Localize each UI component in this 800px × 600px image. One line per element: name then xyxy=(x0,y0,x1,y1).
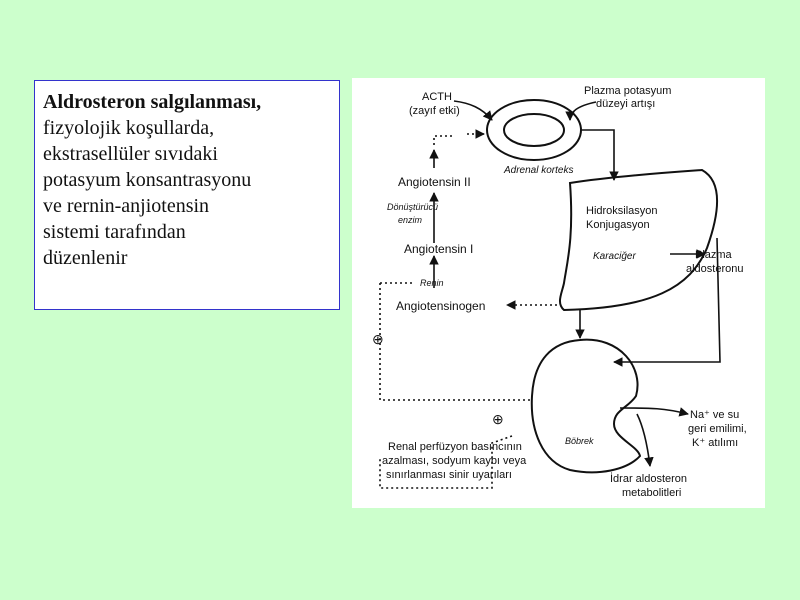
liver-shape xyxy=(560,170,717,310)
description-line: düzenlenir xyxy=(43,247,128,269)
description-title: Aldrosteron salgılanması, xyxy=(43,91,262,113)
angiotensinogen-label: Angiotensinogen xyxy=(396,299,486,313)
hydroxylation-label: Hidroksilasyon xyxy=(586,205,658,217)
sodium-label: Na⁺ ve su xyxy=(690,409,740,421)
acth-note-label: (zayıf etki) xyxy=(409,105,460,117)
plasma-potassium-label: düzeyi artışı xyxy=(596,98,656,110)
angiotensin-1-label: Angiotensin I xyxy=(404,242,474,256)
description-line: sistemi tarafından xyxy=(43,221,186,243)
description-box xyxy=(34,80,340,310)
urine-metabolites-label: İdrar aldosteron xyxy=(610,473,688,485)
plus-sign-1: ⊕ xyxy=(372,331,384,347)
pathway-arrows xyxy=(434,101,720,466)
description-line: ve rernin-anjiotensin xyxy=(43,195,210,217)
plasma-aldosterone-label: aldosteronu xyxy=(686,263,744,275)
renal-perfusion-label: Renal perfüzyon basıncının xyxy=(388,441,522,453)
plus-sign-2: ⊕ xyxy=(492,411,504,427)
sodium-label: geri emilimi, xyxy=(688,423,747,435)
adrenal-cortex-label: Adrenal korteks xyxy=(504,165,574,176)
renal-perfusion-label: sınırlanması sinir uyarıları xyxy=(386,469,512,481)
description-line: potasyum konsantrasyonu xyxy=(43,169,252,191)
converting-enzyme-label: enzim xyxy=(398,215,423,225)
adrenal-gland-shape xyxy=(487,100,581,160)
urine-metabolites-label: metabolitleri xyxy=(622,487,682,499)
converting-enzyme-label: Dönüştürücü xyxy=(387,202,439,212)
plasma-potassium-label: Plazma potasyum xyxy=(584,85,672,97)
kidney-shape xyxy=(532,340,640,473)
liver-label: Karaciğer xyxy=(593,251,636,262)
kidney-label: Böbrek xyxy=(565,436,594,446)
acth-label: ACTH xyxy=(422,91,452,103)
sodium-label: K⁺ atılımı xyxy=(692,437,739,449)
renin-label: Renin xyxy=(420,278,444,288)
angiotensin-2-label: Angiotensin II xyxy=(398,175,471,189)
plasma-aldosterone-label: Plazma xyxy=(695,249,732,261)
conjugation-label: Konjugasyon xyxy=(586,219,650,231)
renal-perfusion-label: azalması, sodyum kaybı veya xyxy=(382,455,527,467)
description-line: ekstrasellüler sıvıdaki xyxy=(43,143,218,165)
description-line: fizyolojik koşullarda, xyxy=(43,117,215,139)
aldosterone-diagram xyxy=(352,78,765,508)
